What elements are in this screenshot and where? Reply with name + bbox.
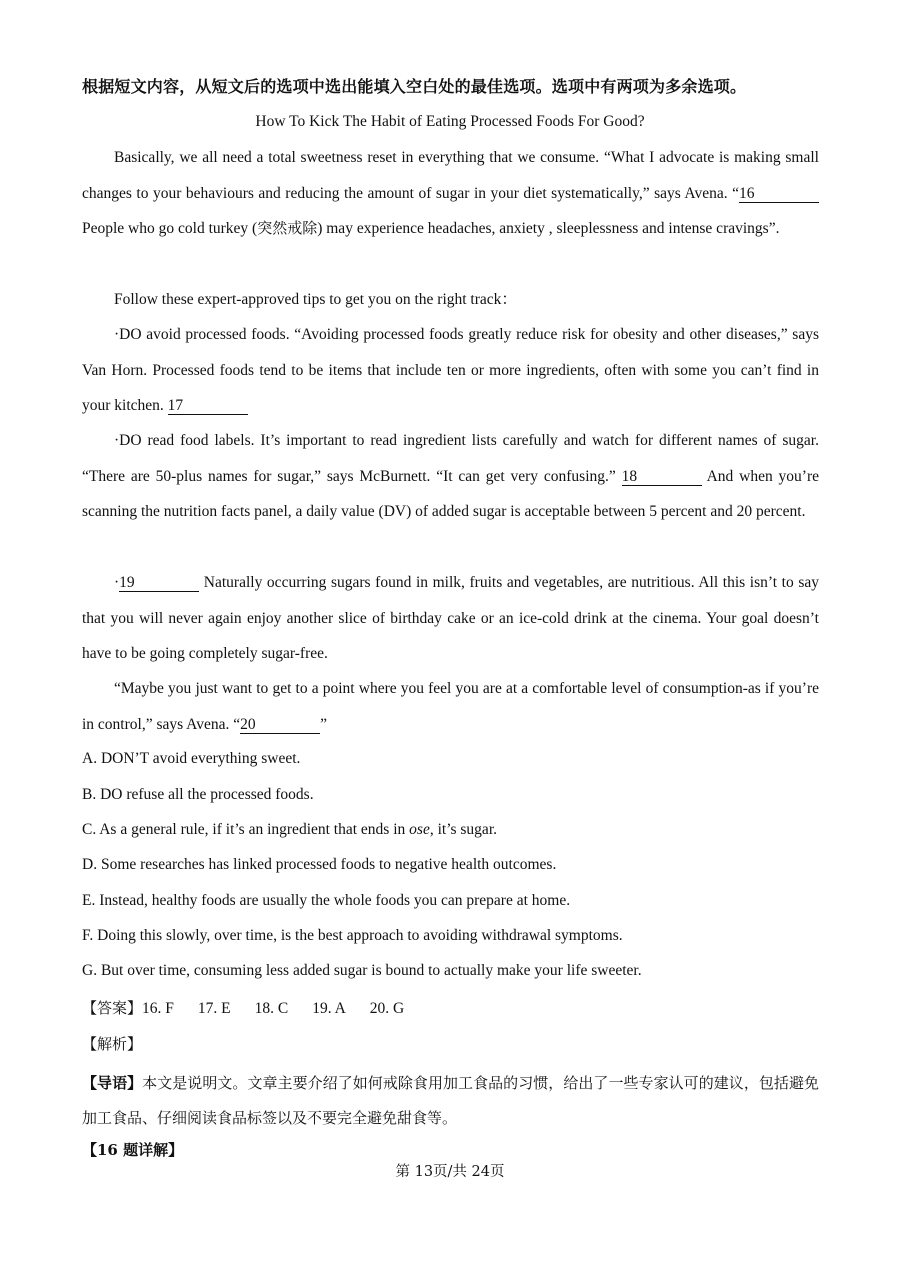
paragraph-3 [82,317,819,424]
blank-20: 20 [240,717,320,734]
blank-18: 18 [622,469,702,486]
option-g: G. But over time, consuming less added sugar is bound to actually make your life sweeter. [82,962,642,979]
paragraph-1-chinese-gloss: 突然戒除 [257,219,318,237]
option-a: A. DON’T avoid everything sweet. [82,750,301,767]
answer-20: 20. G [369,1000,405,1017]
paragraph-6-text: “Maybe you just want to get to a point where you feel you are at a comfortable level of consumption-as if you’re in control,” says Avena. “ [82,680,819,733]
analysis-label: 【解析】 [82,1035,143,1053]
option-c-text-b: , it’s sugar. [429,821,497,838]
blank-17: 17 [168,398,248,415]
paragraph-4 [82,423,819,530]
option-c [82,821,819,839]
page-footer: 第 13页/共 24页 [395,1164,505,1180]
passage-title: How To Kick The Habit of Eating Processed Foods For Good? [255,113,645,130]
lead-summary [82,1066,819,1136]
paragraph-3-text: ·DO avoid processed foods. “Avoiding processed foods greatly reduce risk for obesity and other diseases,” says Van Horn. Processed foods tend to be items that include ten or more ingredients, often with some you can’t find in your kitchen. [82,326,819,414]
option-e: E. Instead, healthy foods are usually the whole foods you can prepare at home. [82,892,571,909]
blank-19: 19 [119,575,199,592]
paragraph-4-text-b: And when you’re scanning the nutrition facts panel, a daily value (DV) of added sugar is acceptable between 5 percent and 20 percent. [82,467,819,520]
question-16-detail-label: 【16 题详解】 [82,1141,184,1159]
answer-18: 18. C [254,1000,289,1017]
option-f: F. Doing this slowly, over time, is the best approach to avoiding withdrawal symptoms. [82,927,623,944]
option-b: B. DO refuse all the processed foods. [82,786,314,803]
option-c-suffix: ose [409,821,430,838]
answer-17: 17. E [197,1000,231,1017]
lead-label: 【导语】 [82,1074,143,1092]
answer-19: 19. A [312,1000,346,1017]
lead-text: 本文是说明文。文章主要介绍了如何戒除食用加工食品的习惯，给出了一些专家认可的建议，包括避免加工食品、仔细阅读食品标签以及不要完全避免甜食等。 [82,1074,819,1127]
task-instruction: 根据短文内容，从短文后的选项中选出能填入空白处的最佳选项。选项中有两项为多余选项。 [82,77,747,96]
option-c-text-a: C. As a general rule, if it’s an ingredient that ends in [82,821,410,838]
paragraph-5-text: Naturally occurring sugars found in milk, fruits and vegetables, are nutritious. All this isn’t to say that you will never again enjoy another slice of birthday cake or an ice-cold drink at the cinema. Your goal doesn’t have to be going completely sugar-free. [82,574,819,662]
paragraph-1-text-b: People who go cold turkey ( [82,220,258,237]
answer-label: 【答案】 [82,999,143,1017]
paragraph-1-text-a: Basically, we all need a total sweetness reset in everything that we consume. “What I advocate is making small changes to your behaviours and reducing the amount of sugar in your diet systematically,” says Avena. “ [82,149,819,202]
paragraph-2: Follow these expert-approved tips to get you on the right track： [114,291,517,308]
paragraph-6 [82,671,819,742]
paragraph-5-bullet: · [114,574,120,591]
paragraph-4-text-a: ·DO read food labels. It’s important to read ingredient lists carefully and watch for different names of sugar. “There are 50-plus names for sugar,” says McBurnett. “It can get very confusing.” [82,432,819,485]
option-d: D. Some researches has linked processed foods to negative health outcomes. [82,856,557,873]
paragraph-1 [82,140,819,247]
paragraph-1-text-c: ) may experience headaches, anxiety , sleeplessness and intense cravings”. [317,220,780,237]
paragraph-6-close-quote: ” [320,715,328,733]
answer-16: 16. F [142,1000,174,1017]
answer-key [82,997,428,1018]
paragraph-5 [82,565,819,672]
blank-16: 16 [739,186,819,203]
